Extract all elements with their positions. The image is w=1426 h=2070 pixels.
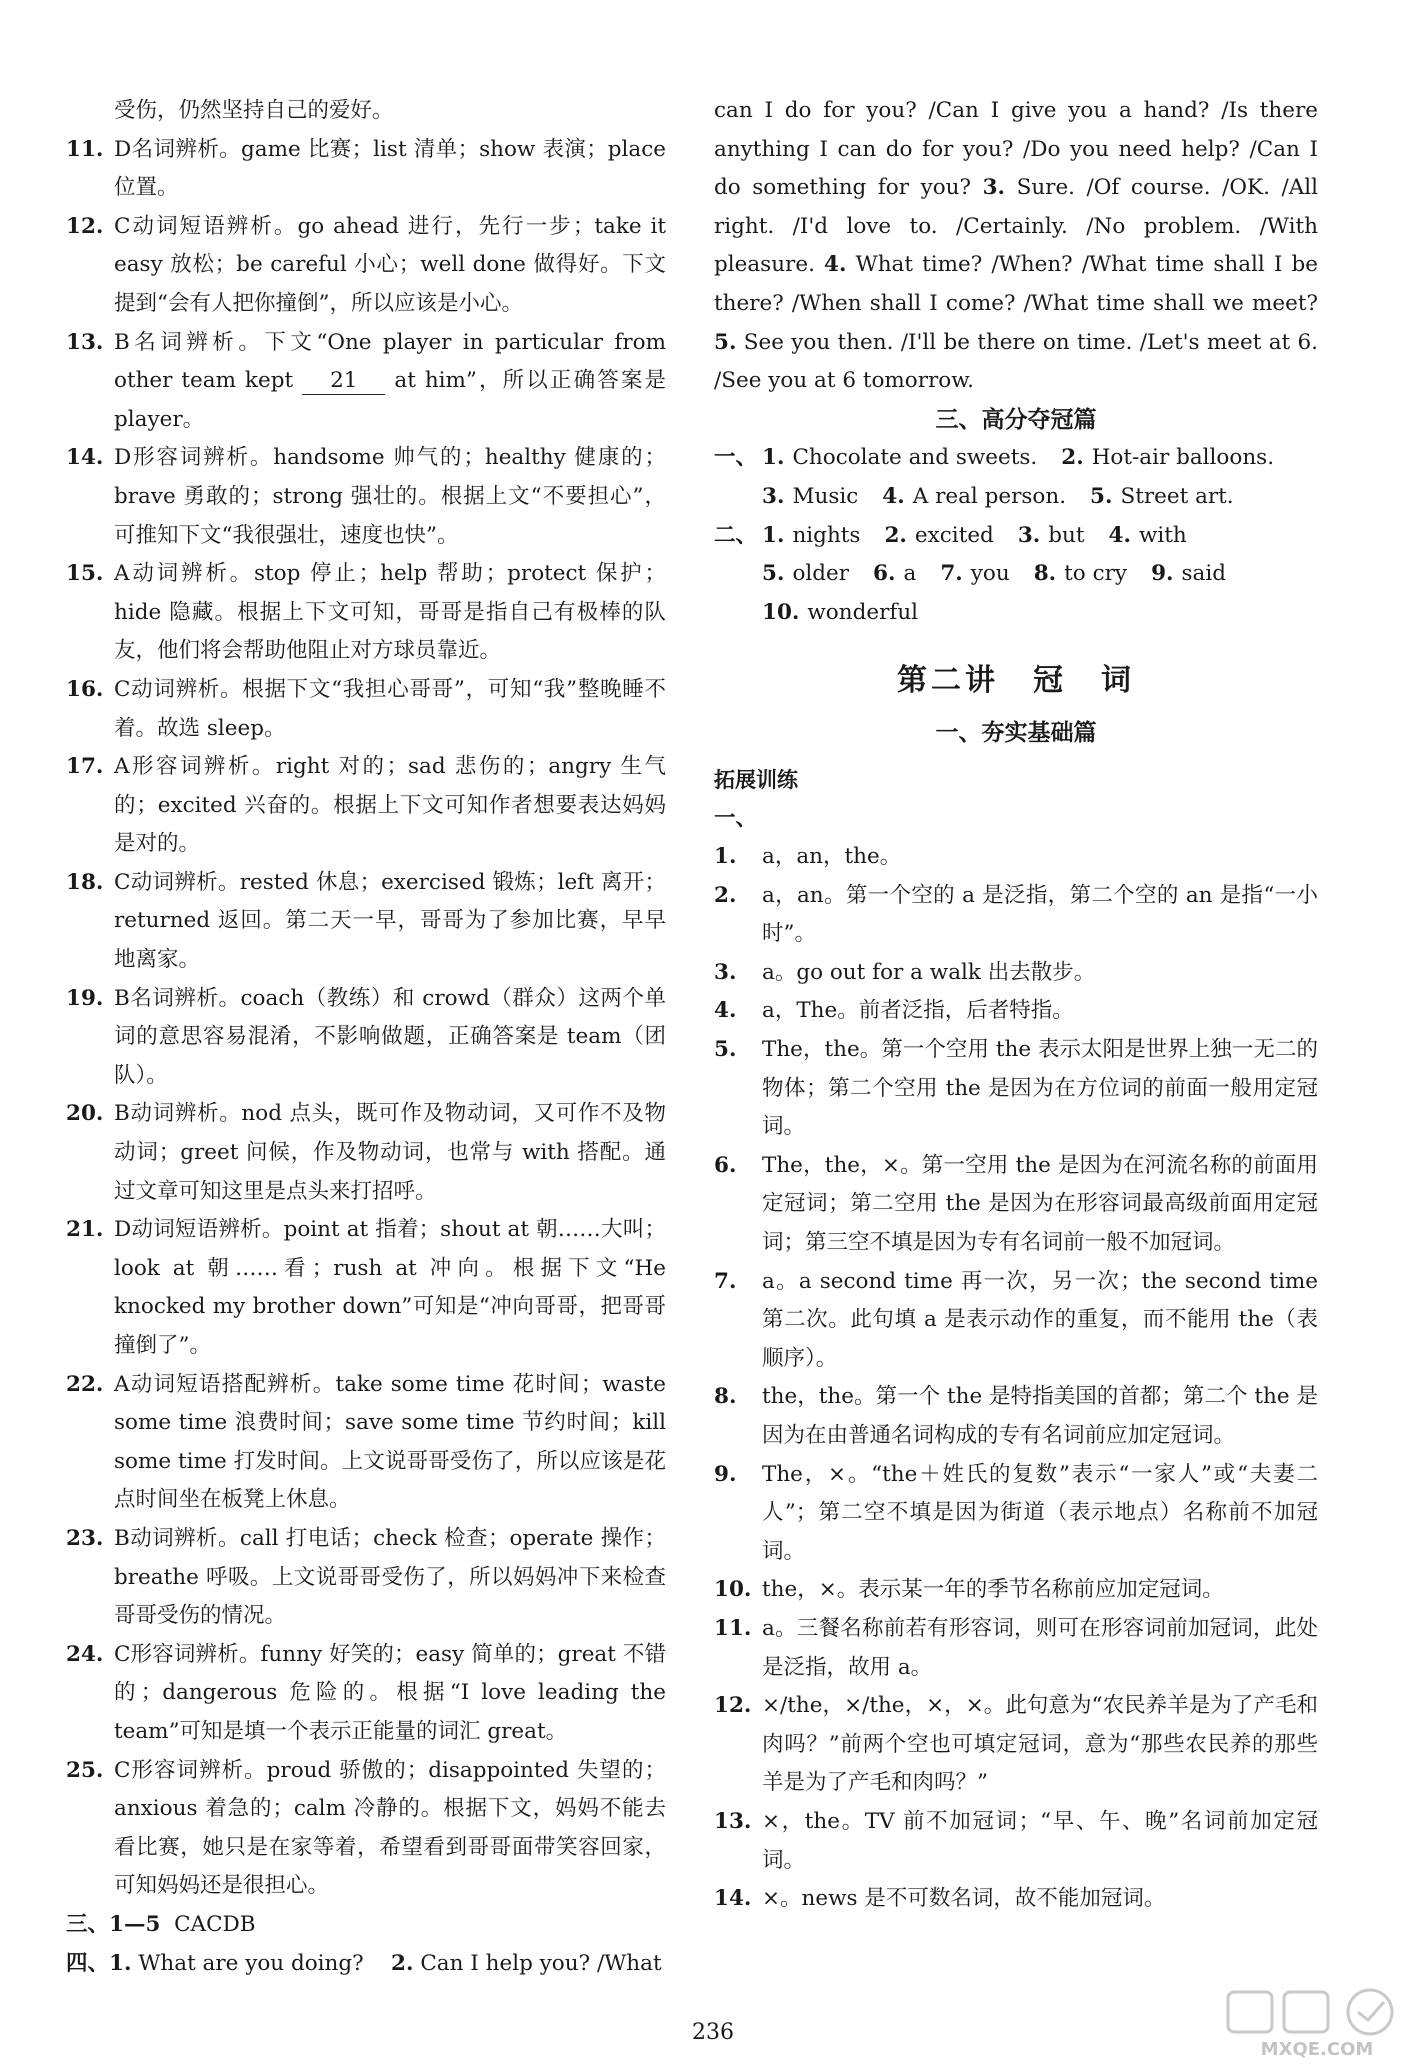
answer-number: 7. xyxy=(940,561,963,587)
watermark-icon xyxy=(1222,1986,1412,2040)
item-number: 5. xyxy=(714,1037,737,1063)
short-answer xyxy=(940,555,1009,594)
item-text: The，the，×。第一空用 the 是因为在河流名称的前面用定冠词；第二空用 the 是因为在形容词最高级前面用定冠词；第三空不填是因为专有名词前一般不加冠词。 xyxy=(762,1152,1318,1256)
item-number: 10. xyxy=(714,1577,752,1603)
chapter-title: 第二讲 冠 词 xyxy=(897,663,1135,699)
answer-value: with xyxy=(1138,522,1187,548)
item-number: 25. xyxy=(66,1757,104,1783)
item-text: a，The。前者泛指，后者特指。 xyxy=(762,998,1074,1024)
short-answer xyxy=(762,517,860,556)
item-text: the，the。第一个 the 是特指美国的首都；第二个 the 是因为在由普通名词构成的专有名词前应加定冠词。 xyxy=(762,1384,1318,1448)
short-answer xyxy=(762,594,918,633)
right-item xyxy=(714,1378,1318,1455)
answer-value: older xyxy=(792,561,850,587)
left-item xyxy=(66,324,666,440)
answer-number: 4. xyxy=(882,483,905,509)
subsection-title: 拓展训练 xyxy=(714,766,798,792)
answer-value: Music xyxy=(792,483,859,509)
left-item xyxy=(66,1520,666,1636)
left-item xyxy=(66,439,666,555)
right-item xyxy=(714,1147,1318,1263)
item-number: 9. xyxy=(714,1461,737,1487)
item-number: 16. xyxy=(66,676,104,702)
item-text: a。go out for a walk 出去散步。 xyxy=(762,959,1096,985)
watermark-text: MXQE.COM xyxy=(1260,2039,1374,2060)
item-text: A动词辨析。stop 停止；help 帮助；protect 保护；hide 隐藏。根据上下文可知，哥哥是指自己有极棒的队友，他们将会帮助他阻止对方球员靠近。 xyxy=(114,561,666,664)
answer-value: nights xyxy=(792,522,861,548)
item-text: C形容词辨析。funny 好笑的；easy 简单的；great 不错的；dangerous 危险的。根据“I love leading the team”可知是填一个表示正能量的词汇 great。 xyxy=(114,1641,666,1744)
section-si-answer-2: Can I help you? /What xyxy=(420,1950,662,1976)
item-text: B动词辨析。call 打电话；check 检查；operate 操作；breathe 呼吸。上文说哥哥受伤了，所以妈妈冲下来检查哥哥受伤的情况。 xyxy=(114,1525,666,1629)
answer-number: 8. xyxy=(1033,561,1057,587)
section-si-label: 四、 xyxy=(66,1950,110,1976)
answer-text: See you then. /I'll be there on time. /Let's meet at 6. /See you at 6 tomorrow. xyxy=(714,329,1318,394)
item-text: C动词辨析。rested 休息；exercised 锻炼；left 离开；returned 返回。第二天一早，哥哥为了参加比赛，早早地离家。 xyxy=(114,869,666,973)
short-answer xyxy=(762,478,858,517)
item-number: 6. xyxy=(714,1152,737,1178)
left-item xyxy=(66,671,666,748)
short-answer xyxy=(762,555,849,594)
right-item xyxy=(714,992,1318,1031)
section-si-content xyxy=(109,1945,662,1984)
section-san xyxy=(66,1906,666,1945)
answer-number: 5. xyxy=(1090,483,1113,509)
item-number: 23. xyxy=(66,1525,104,1551)
short-answer xyxy=(1061,439,1274,478)
item-text xyxy=(114,324,666,440)
answer-number: 3. xyxy=(1017,522,1041,548)
answer-value: but xyxy=(1048,522,1085,548)
item-number: 4. xyxy=(714,998,737,1024)
item-number: 14. xyxy=(714,1886,752,1912)
item-text-part: at him”，所以正确答案是player。 xyxy=(114,368,666,432)
section-si-continuation xyxy=(714,92,1318,401)
answer-value: a xyxy=(903,561,917,587)
left-item xyxy=(66,1366,666,1520)
answers-er-label: 二、 xyxy=(714,522,758,548)
answers-er-row xyxy=(762,517,1318,633)
answer-number: 1. xyxy=(762,445,785,471)
right-answer-list xyxy=(714,838,1318,1919)
part-label: 一、 xyxy=(714,805,758,831)
answer-number: 2. xyxy=(1061,445,1084,471)
continuation-text: 受伤，仍然坚持自己的爱好。 xyxy=(114,98,394,123)
answer-value: you xyxy=(970,561,1010,587)
answer-text: can I do for you? /Can I give you a hand? /Is there anything I can do for you? /Do you need help? /Can I do something for you? xyxy=(714,98,1318,201)
answer-value: said xyxy=(1181,561,1227,587)
item-text: C形容词辨析。proud 骄傲的；disappointed 失望的；anxious 着急的；calm 冷静的。根据下文，妈妈不能去看比赛，她只是在家等着，希望看到哥哥面带笑容回家，可知妈妈还是很担心。 xyxy=(114,1757,666,1899)
answer-number: 6. xyxy=(873,561,896,587)
answer-number: 5. xyxy=(762,561,785,587)
item-number: 18. xyxy=(66,869,104,895)
right-item xyxy=(714,1803,1318,1880)
left-item xyxy=(66,1095,666,1211)
short-answer xyxy=(884,517,993,556)
item-number: 12. xyxy=(714,1693,752,1719)
right-item xyxy=(714,954,1318,993)
page-number: 236 xyxy=(692,2020,734,2045)
item-text: a。三餐名称前若有形容词，则可在形容词前加冠词，此处是泛指，故用 a。 xyxy=(762,1615,1318,1680)
item-text: C动词辨析。根据下文“我担心哥哥”，可知“我”整晚睡不着。故选 sleep。 xyxy=(114,676,666,741)
item-text: D形容词辨析。handsome 帅气的；healthy 健康的；brave 勇敢的；strong 强壮的。根据上文“不要担心”，可推知下文“我很强壮，速度也快”。 xyxy=(114,445,666,548)
item-number: 22. xyxy=(66,1371,104,1397)
item-number: 3. xyxy=(714,959,737,985)
right-item xyxy=(714,1031,1318,1147)
right-item xyxy=(714,1456,1318,1572)
item-number: 19. xyxy=(66,985,104,1011)
left-item xyxy=(66,1752,666,1906)
item-text: B动词辨析。nod 点头，既可作及物动词，又可作不及物动词；greet 问候，作及物动词，也常与 with 搭配。通过文章可知这里是点头来打招呼。 xyxy=(114,1101,666,1204)
short-answer xyxy=(1151,555,1226,594)
left-item xyxy=(66,555,666,671)
answer-value: wonderful xyxy=(807,599,919,625)
answer-number: 4. xyxy=(1108,522,1131,548)
item-number: 14. xyxy=(66,445,104,471)
item-number: 12. xyxy=(66,213,104,239)
answer-value: A real person. xyxy=(912,483,1067,509)
answer-value: Chocolate and sweets. xyxy=(792,445,1038,471)
answer-value: Hot-air balloons. xyxy=(1091,445,1275,471)
left-item xyxy=(66,1211,666,1365)
left-item xyxy=(66,131,666,208)
item-number: 21. xyxy=(66,1217,104,1243)
section-san-label: 三、 xyxy=(66,1911,110,1937)
section-si-num-2: 2. xyxy=(391,1950,414,1976)
answers-yi-row xyxy=(762,439,1318,516)
item-text: The，the。第一个空用 the 表示太阳是世界上独一无二的物体；第二个空用 the 是因为在方位词的前面一般用定冠词。 xyxy=(762,1037,1318,1140)
left-item xyxy=(66,980,666,1096)
watermark-logo xyxy=(1222,1986,1412,2060)
item-number: 20. xyxy=(66,1101,104,1127)
short-answer xyxy=(1090,478,1234,517)
right-item xyxy=(714,1571,1318,1610)
item-text: B名词辨析。coach（教练）和 crowd（群众）这两个单词的意思容易混淆，不影响做题，正确答案是 team（团队）。 xyxy=(114,985,666,1088)
answer-number: 9. xyxy=(1151,561,1174,587)
answer-number: 4. xyxy=(824,252,847,278)
item-number: 7. xyxy=(714,1268,737,1294)
left-item xyxy=(66,208,666,324)
answers-er xyxy=(714,517,1318,633)
item-number: 17. xyxy=(66,754,104,780)
answers-yi-label: 一、 xyxy=(714,445,758,471)
left-answer-list xyxy=(66,131,666,1906)
section-san-answers xyxy=(109,1906,256,1945)
answer-number: 3. xyxy=(982,175,1006,201)
right-item xyxy=(714,877,1318,954)
right-item xyxy=(714,1880,1318,1919)
short-answer xyxy=(1018,517,1085,556)
answer-value: excited xyxy=(914,522,994,548)
item-number: 15. xyxy=(66,561,104,587)
answer-number: 5. xyxy=(714,329,737,355)
item-number: 11. xyxy=(66,136,104,162)
item-text-part: B名词辨析。下文“One player in particular from other team kept xyxy=(114,329,666,394)
answer-value: to cry xyxy=(1064,561,1128,587)
item-text: A动词短语搭配辨析。take some time 花时间；waste some time 浪费时间；save some time 节约时间；kill some time 打发时间。上文说哥哥受伤了，所以应该是花点时间坐在板凳上休息。 xyxy=(114,1371,666,1513)
right-item xyxy=(714,838,1318,877)
answer-number: 1. xyxy=(762,522,785,548)
item-text: the，×。表示某一年的季节名称前应加定冠词。 xyxy=(762,1577,1224,1603)
item-text: a，an，the。 xyxy=(762,844,902,870)
section-si-answer-1: What are you doing? xyxy=(138,1950,364,1976)
item-number: 13. xyxy=(714,1808,752,1834)
section-si xyxy=(66,1945,666,1984)
answer-number: 3. xyxy=(762,483,785,509)
short-answer xyxy=(1109,517,1187,556)
section1-title: 一、夯实基础篇 xyxy=(935,719,1097,747)
answer-text: Sure. /Of course. /OK. /All right. /I'd love to. /Certainly. /No problem. /With pleasure. xyxy=(714,175,1318,278)
item-text: C动词短语辨析。go ahead 进行，先行一步；take it easy 放松；be careful 小心；well done 做得好。下文提到“会有人把你撞倒”，所以应该是小心。 xyxy=(114,213,666,316)
item-number: 11. xyxy=(714,1615,752,1641)
item-number: 2. xyxy=(714,882,737,908)
answer-value: Street art. xyxy=(1120,483,1234,509)
left-column xyxy=(66,92,666,1983)
blank-number: 21 xyxy=(302,368,385,395)
section3-title: 三、高分夺冠篇 xyxy=(935,405,1097,433)
left-item xyxy=(66,1636,666,1752)
item-number: 13. xyxy=(66,329,104,355)
section-si-num-1: 1. xyxy=(109,1950,132,1976)
item-text: A形容词辨析。right 对的；sad 悲伤的；angry 生气的；excited 兴奋的。根据上下文可知作者想要表达妈妈是对的。 xyxy=(114,754,666,857)
item-text: a。a second time 再一次，另一次；the second time 第二次。此句填 a 是表示动作的重复，而不能用 the（表顺序）。 xyxy=(762,1268,1318,1371)
right-item xyxy=(714,1263,1318,1379)
short-answer xyxy=(882,478,1066,517)
right-item xyxy=(714,1610,1318,1687)
item-text: ×。news 是不可数名词，故不能加冠词。 xyxy=(762,1886,1166,1912)
item-text: ×/the，×/the，×，×。此句意为“农民养羊是为了产毛和肉吗？”前两个空也可填定冠词，意为“那些农民养的那些羊是为了产毛和肉吗？” xyxy=(762,1693,1318,1796)
item-number: 8. xyxy=(714,1384,737,1410)
item-text: The，×。“the＋姓氏的复数”表示“一家人”或“夫妻二人”；第二空不填是因为街道（表示地点）名称前不加冠词。 xyxy=(762,1461,1318,1564)
short-answer xyxy=(873,555,916,594)
right-column xyxy=(714,92,1318,1919)
item-text: D名词辨析。game 比赛；list 清单；show 表演；place 位置。 xyxy=(114,136,666,201)
section-san-letters: CACDB xyxy=(174,1911,256,1937)
left-item xyxy=(66,864,666,980)
answer-number: 2. xyxy=(884,522,907,548)
right-item xyxy=(714,1687,1318,1803)
section-san-range: 1—5 xyxy=(109,1911,161,1937)
item-text: D动词短语辨析。point at 指着；shout at 朝……大叫；look at 朝……看；rush at 冲向。根据下文“He knocked my brother down”可知是“冲向哥哥，把哥哥撞倒了”。 xyxy=(114,1217,666,1358)
item-number: 1. xyxy=(714,844,737,870)
answer-number: 10. xyxy=(762,599,800,625)
left-item xyxy=(66,748,666,864)
item-text: ×，the。TV 前不加冠词；“早、午、晚”名词前加定冠词。 xyxy=(762,1808,1318,1873)
item-number: 24. xyxy=(66,1641,104,1667)
short-answer xyxy=(762,439,1037,478)
item-text: a，an。第一个空的 a 是泛指，第二个空的 an 是指“一小时”。 xyxy=(762,882,1318,947)
answers-yi xyxy=(714,439,1318,516)
answer-text: What time? /When? /What time shall I be there? /When shall I come? /What time shall we meet? xyxy=(714,252,1319,316)
short-answer xyxy=(1034,555,1127,594)
